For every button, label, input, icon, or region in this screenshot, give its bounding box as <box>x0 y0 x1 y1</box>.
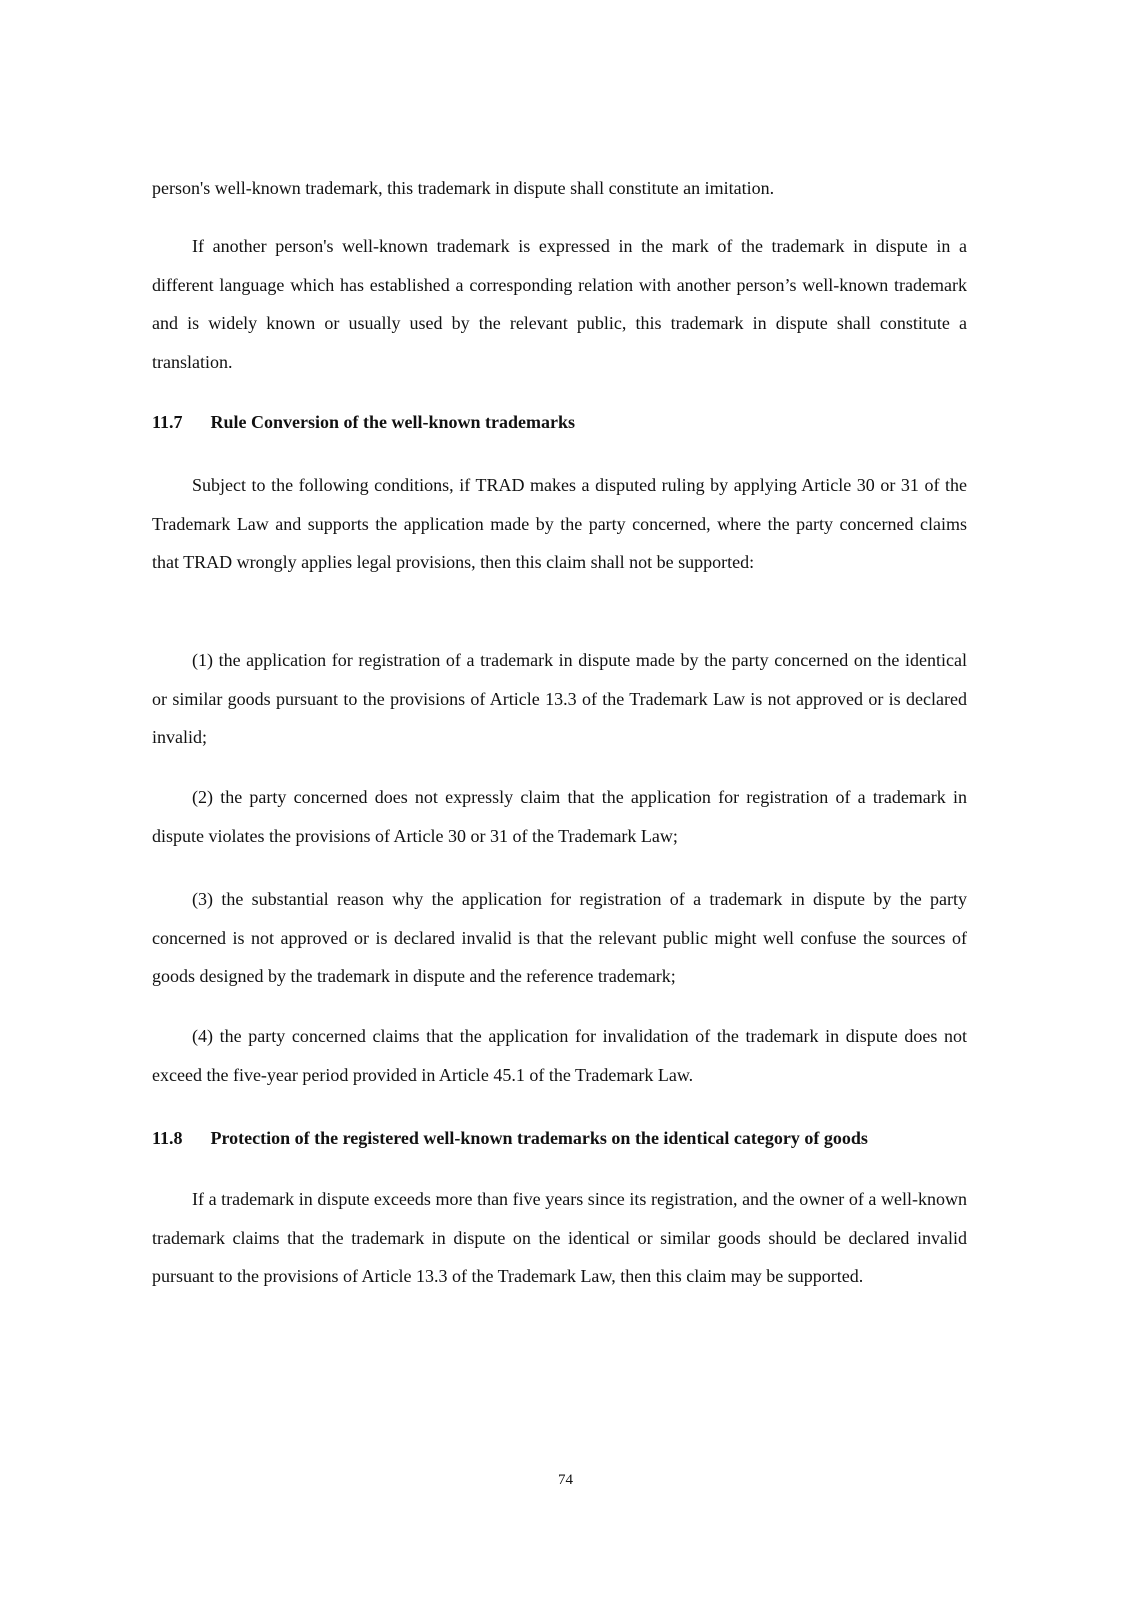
section-number: 11.7 <box>152 412 183 432</box>
section-heading-11-8 <box>152 1119 967 1158</box>
section-heading-11-7 <box>152 403 967 442</box>
paragraph-condition-4: (4) the party concerned claims that the application for invalidation of the trademark in dispute does not exceed the five-year period provided in Article 45.1 of the Trademark Law. <box>152 1026 967 1085</box>
section-title: Rule Conversion of the well-known trademarks <box>210 412 575 432</box>
page-number: 74 <box>558 1472 573 1488</box>
paragraph-conditions-intro: Subject to the following conditions, if TRAD makes a disputed ruling by applying Article 30 or 31 of the Trademark Law and supports the application made by the party concerned, where the party concerned claims that TRAD wrongly applies legal provisions, then this claim shall not be supported: <box>152 475 967 572</box>
section-number: 11.8 <box>152 1128 183 1148</box>
paragraph-condition-3: (3) the substantial reason why the application for registration of a trademark in dispute by the party concerned is not approved or is declared invalid is that the relevant public might well confuse the sources of goods designed by the trademark in dispute and the reference trademark; <box>152 889 967 986</box>
paragraph-condition-2: (2) the party concerned does not expressly claim that the application for registration of a trademark in dispute violates the provisions of Article 30 or 31 of the Trademark Law; <box>152 787 967 846</box>
paragraph-condition-1: (1) the application for registration of a trademark in dispute made by the party concerned on the identical or similar goods pursuant to the provisions of Article 13.3 of the Trademark Law is not approved or is declared invalid; <box>152 650 967 747</box>
paragraph-translation: If another person's well-known trademark is expressed in the mark of the trademark in dispute in a different language which has established a corresponding relation with another person’s well-known trademark and is widely known or usually used by the relevant public, this trademark in dispute shall constitute a translation. <box>152 236 967 372</box>
paragraph-imitation-continuation: person's well-known trademark, this trademark in dispute shall constitute an imitation. <box>152 178 775 198</box>
section-title: Protection of the registered well-known trademarks on the identical category of goods <box>210 1128 868 1148</box>
paragraph-five-year-protection: If a trademark in dispute exceeds more than five years since its registration, and the owner of a well-known trademark claims that the trademark in dispute on the identical or similar goods should be declared invalid pursuant to the provisions of Article 13.3 of the Trademark Law, then this claim may be supported. <box>152 1189 967 1286</box>
